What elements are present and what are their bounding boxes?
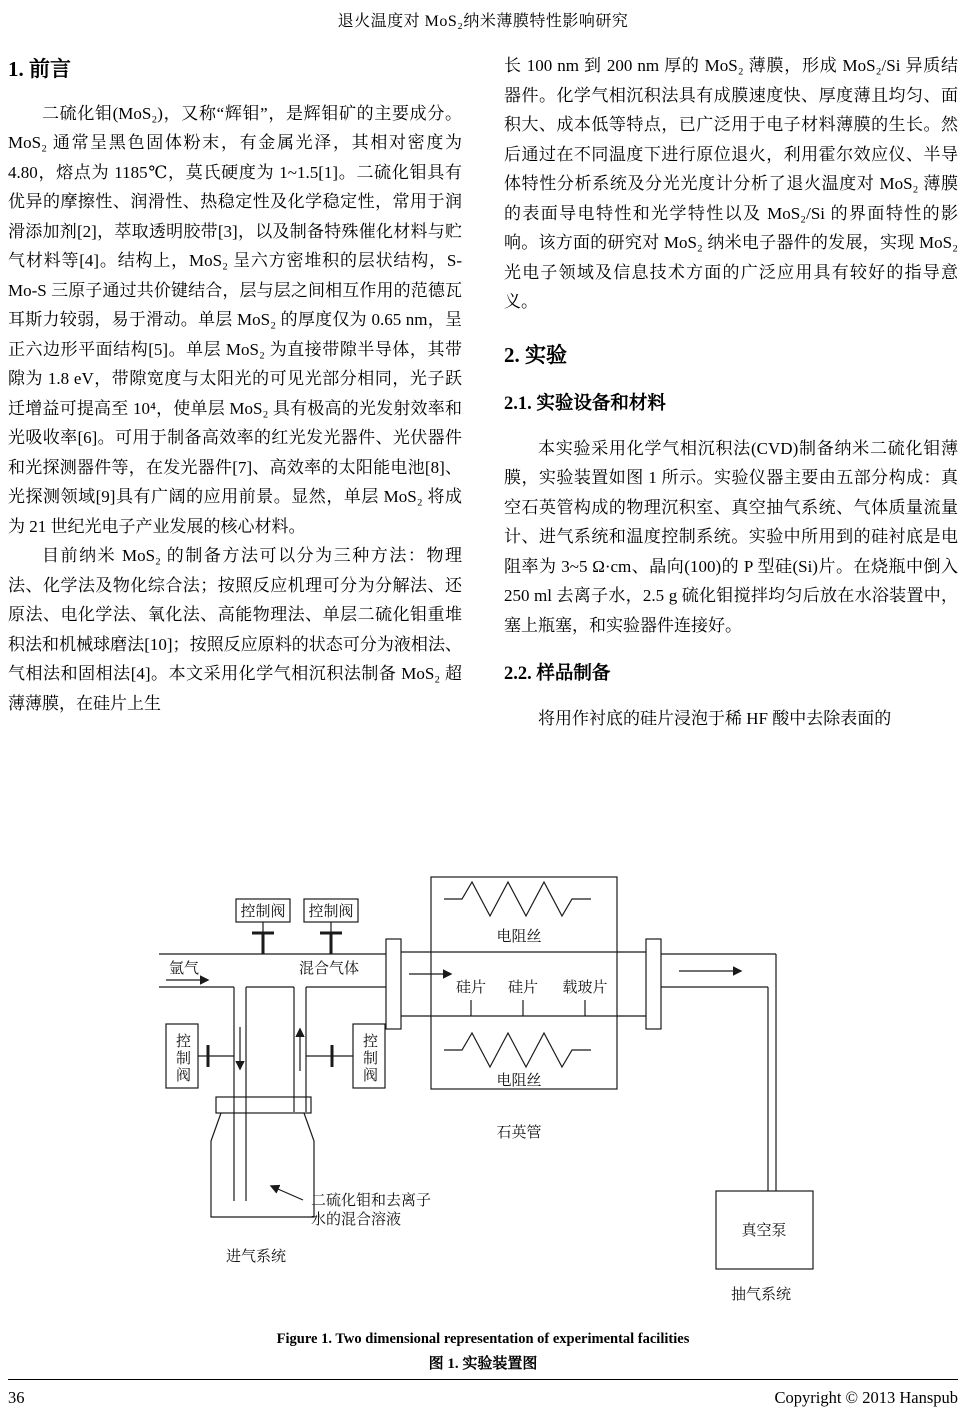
vacuum-pump-label: 真空泵	[740, 1223, 787, 1239]
resistance-wire-bottom-symbol	[444, 1033, 591, 1067]
section-2-heading: 2. 实验	[504, 342, 567, 367]
intro-paragraph-1: 二硫化钼(MoS₂)，又称“辉钼”，是辉钼矿的主要成分。MoS₂ 通常呈黑色固体粉末，有金属光泽，其相对密度为 4.80，熔点为 1185℃，莫氏硬度为 1~1.5[1]。二硫化钼具有优异的摩擦性、润滑性、热稳定性及化学稳定性，常用于润滑添加剂[2]，萃取透明胶带[3]，以及制备特殊催化材料与贮气材料等[4]。结构上，MoS₂ 呈六方密堆积的层状结构，S-Mo-S 三原子通过共价键结合，层与层之间相互作用的范德瓦耳斯力较弱，易于滑动。单层 MoS₂ 的厚度仅为 0.65 nm，呈正六边形平面结构[5]。单层 MoS₂ 为直接带隙半导体，其带隙为 1.8 eV，带隙宽度与太阳光的可见光部分相同，光子跃迁增益可提高至 10⁴，使单层 MoS₂ 具有极高的光发射效率和光吸收率[6]。可用于制备高效率的红光发光器件、光伏器件和光探测器件等，在发光器件[7]、高效率的太阳能电池[8]、光探测领域[9]具有广阔的应用前景。显然，单层 MoS₂ 将成为 21 世纪光电子产业发展的核心材料。	[8, 103, 462, 536]
section-2-1-heading: 2.1. 实验设备和材料	[504, 394, 666, 414]
section-2-2-heading: 2.2. 样品制备	[504, 664, 611, 684]
figure-1	[8, 869, 958, 1373]
tube-flange-right	[646, 939, 661, 1029]
two-column-body	[8, 51, 958, 863]
page-number: 36	[8, 1388, 25, 1407]
control-valve-label-right: 控制阀	[360, 1033, 377, 1084]
right-column	[504, 51, 958, 863]
resistance-wire-label-top: 电阻丝	[495, 929, 542, 945]
vacuum-line	[661, 954, 813, 1269]
control-valve-label-top-2: 控制阀	[307, 904, 354, 920]
left-column	[8, 51, 462, 863]
solution-label-line-1: 二硫化钼和去离子	[310, 1193, 431, 1209]
bubbler-up-pipe	[294, 987, 306, 1112]
footer-row	[8, 1388, 958, 1408]
silicon-wafer-label-1: 硅片	[455, 980, 486, 996]
continuation-paragraph: 长 100 nm 到 200 nm 厚的 MoS₂ 薄膜，形成 MoS₂/Si 异质结器件。化学气相沉积法具有成膜速度快、厚度薄且均匀、面积大、成本低等特点，已广泛用于电子材料薄膜的生长。然后通过在不同温度下进行原位退火，利用霍尔效应仪、半导体特性分析系统及分光光度计分析了退火温度对 MoS₂ 薄膜的表面导电特性和光学特性以及 MoS₂/Si 的界面特性的影响。该方面的研究对 MoS₂ 纳米电子器件的发展，实现 MoS₂ 光电子领域及信息技术方面的广泛应用具有较好的指导意义。	[504, 56, 958, 311]
tube-flange-left	[386, 939, 401, 1029]
resistance-wire-label-bottom: 电阻丝	[495, 1073, 542, 1089]
sample-paragraph: 将用作衬底的硅片浸泡于稀 HF 酸中去除表面的	[538, 708, 892, 728]
figure-caption	[8, 1331, 958, 1373]
argon-gas-label: 氩气	[168, 961, 199, 977]
quartz-tube-label: 石英管	[495, 1125, 542, 1141]
copyright-notice: Copyright © 2013 Hanspub	[774, 1388, 958, 1407]
inlet-system-label: 进气系统	[225, 1249, 286, 1265]
control-valve-label-top-1: 控制阀	[239, 904, 286, 920]
flask-body	[211, 1113, 314, 1217]
solution-label-line-2: 水的混合溶液	[310, 1212, 401, 1228]
solution-pointer-arrow	[271, 1186, 303, 1200]
section-1-heading: 1. 前言	[8, 57, 71, 81]
footer-rule	[8, 1379, 958, 1380]
bubbler-flask	[211, 1097, 314, 1217]
intro-paragraph-2: 目前纳米 MoS₂ 的制备方法可以分为三种方法：物理法、化学法及物化综合法；按照反应机理可分为分解法、还原法、电化学法、氧化法、高能物理法、单层二硫化钼重堆积法和机械球磨法[10]；按照反应原料的状态可分为液相法、气相法和固相法[4]。本文采用化学气相沉积法制备 MoS₂ 超薄薄膜，在硅片上生	[8, 546, 462, 713]
figure-caption-en: Figure 1. Two dimensional representation of experimental facilities	[276, 1331, 690, 1347]
figure-caption-zh: 图 1. 实验装置图	[428, 1356, 538, 1372]
experimental-apparatus-diagram	[151, 869, 816, 1319]
exhaust-system-label: 抽气系统	[730, 1287, 791, 1303]
page-footer	[8, 1379, 958, 1408]
equipment-paragraph: 本实验采用化学气相沉积法(CVD)制备纳米二硫化钼薄膜，实验装置如图 1 所示。实验仪器主要由五部分构成：真空石英管构成的物理沉积室、真空抽气系统、气体质量流量计、进气系统和温度控制系统。实验中所用到的硅衬底是电阻率为 3~5 Ω·cm、晶向(100)的 P 型硅(Si)片。在烧瓶中倒入 250 ml 去离子水，2.5 g 硫化钼搅拌均匀后放在水浴装置中，塞上瓶塞，和实验器件连接好。	[504, 438, 958, 635]
paper-header-title: 退火温度对 MoS₂纳米薄膜特性影响研究	[337, 13, 629, 30]
bubbler-down-pipe	[234, 987, 246, 1201]
mixed-gas-label: 混合气体	[298, 961, 359, 977]
resistance-wire-top-symbol	[444, 882, 591, 916]
glass-slide-label: 载玻片	[561, 980, 608, 996]
flask-stopper	[216, 1097, 311, 1113]
silicon-wafer-label-2: 硅片	[507, 980, 538, 996]
control-valve-label-left: 控制阀	[173, 1033, 190, 1084]
